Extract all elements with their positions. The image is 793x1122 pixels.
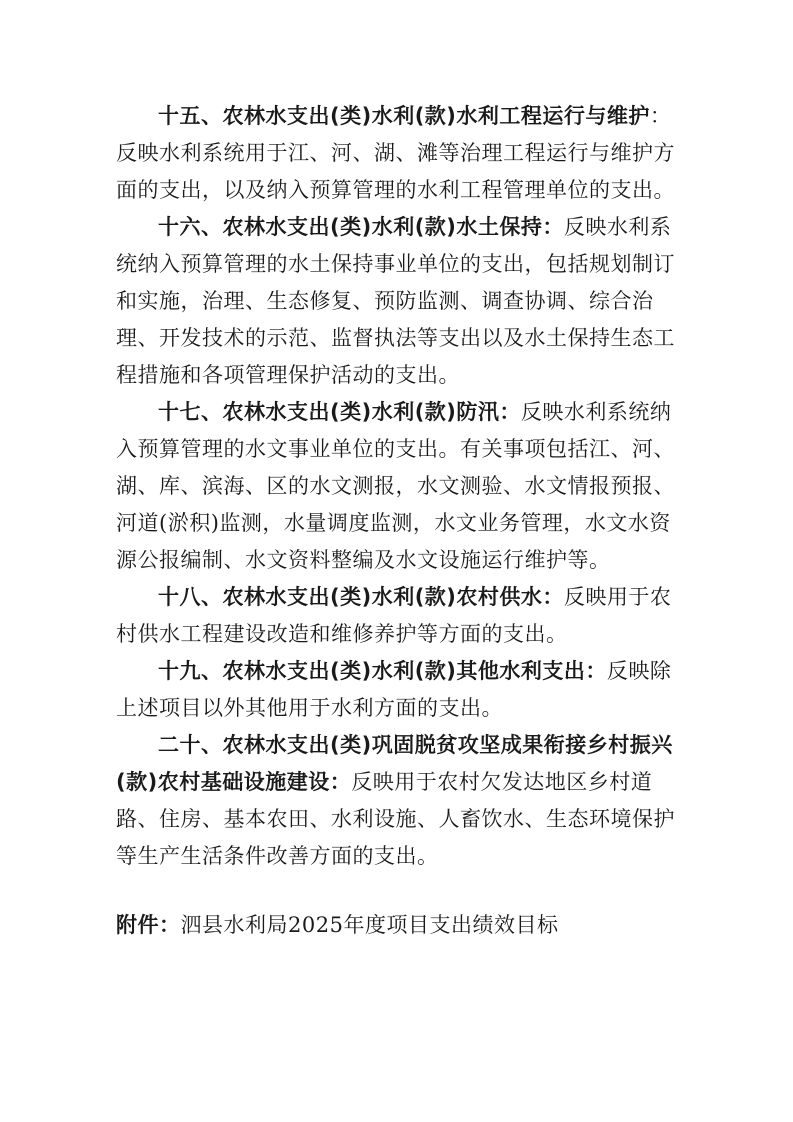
paragraph-17 [116,394,676,579]
paragraph-16 [116,209,676,394]
paragraph-text: ：反映水利系统用于江、河、湖、滩等治理工程运行与维护方面的支出，以及纳入预算管理的水利工程管理单位的支出。 [116,104,675,202]
paragraph-heading: 十八、农林水支出(类)水利(款)农村供水： [158,585,564,609]
attachment-title: 泗县水利局2025年度项目支出绩效目标 [180,913,559,937]
paragraph-text: 反映用于农村欠发达地区乡村道路、住房、基本农田、水利设施、人畜饮水、生态环境保护等生产生活条件改善方面的支出。 [116,770,675,868]
paragraph-text: 反映水利系统纳入预算管理的水土保持事业单位的支出，包括规划制订和实施，治理、生态修复、预防监测、调查协调、综合治理、开发技术的示范、监督执法等支出以及水土保持生态工程措施和各项管理保护活动的支出。 [116,215,675,387]
attachment-label: 附件： [116,913,181,937]
paragraph-19 [116,653,676,727]
document-body [116,98,676,944]
attachment-line [116,907,676,944]
paragraph-heading: 十七、农林水支出(类)水利(款)防汛： [158,400,521,424]
paragraph-heading: 二十、农林水支出(类)巩固脱贫攻坚成果衔接乡村振兴(款)农村基础设施建设： [116,733,673,794]
paragraph-heading: 十五、农林水支出(类)水利(款)水利工程运行与维护 [158,104,650,128]
paragraph-18 [116,579,676,653]
paragraph-text: 反映除上述项目以外其他用于水利方面的支出。 [116,659,672,720]
paragraph-heading: 十六、农林水支出(类)水利(款)水土保持： [158,215,564,239]
paragraph-15 [116,98,676,209]
paragraph-text: 反映用于农村供水工程建设改造和维修养护等方面的支出。 [116,585,672,646]
paragraph-heading: 十九、农林水支出(类)水利(款)其他水利支出： [158,659,607,683]
paragraph-text: 反映水利系统纳入预算管理的水文事业单位的支出。有关事项包括江、河、湖、库、滨海、区的水文测报，水文测验、水文情报预报、河道(淤积)监测，水量调度监测，水文业务管理，水文水资源公报编制、水文资料整编及水文设施运行维护等。 [116,400,675,572]
paragraph-20 [116,727,676,875]
